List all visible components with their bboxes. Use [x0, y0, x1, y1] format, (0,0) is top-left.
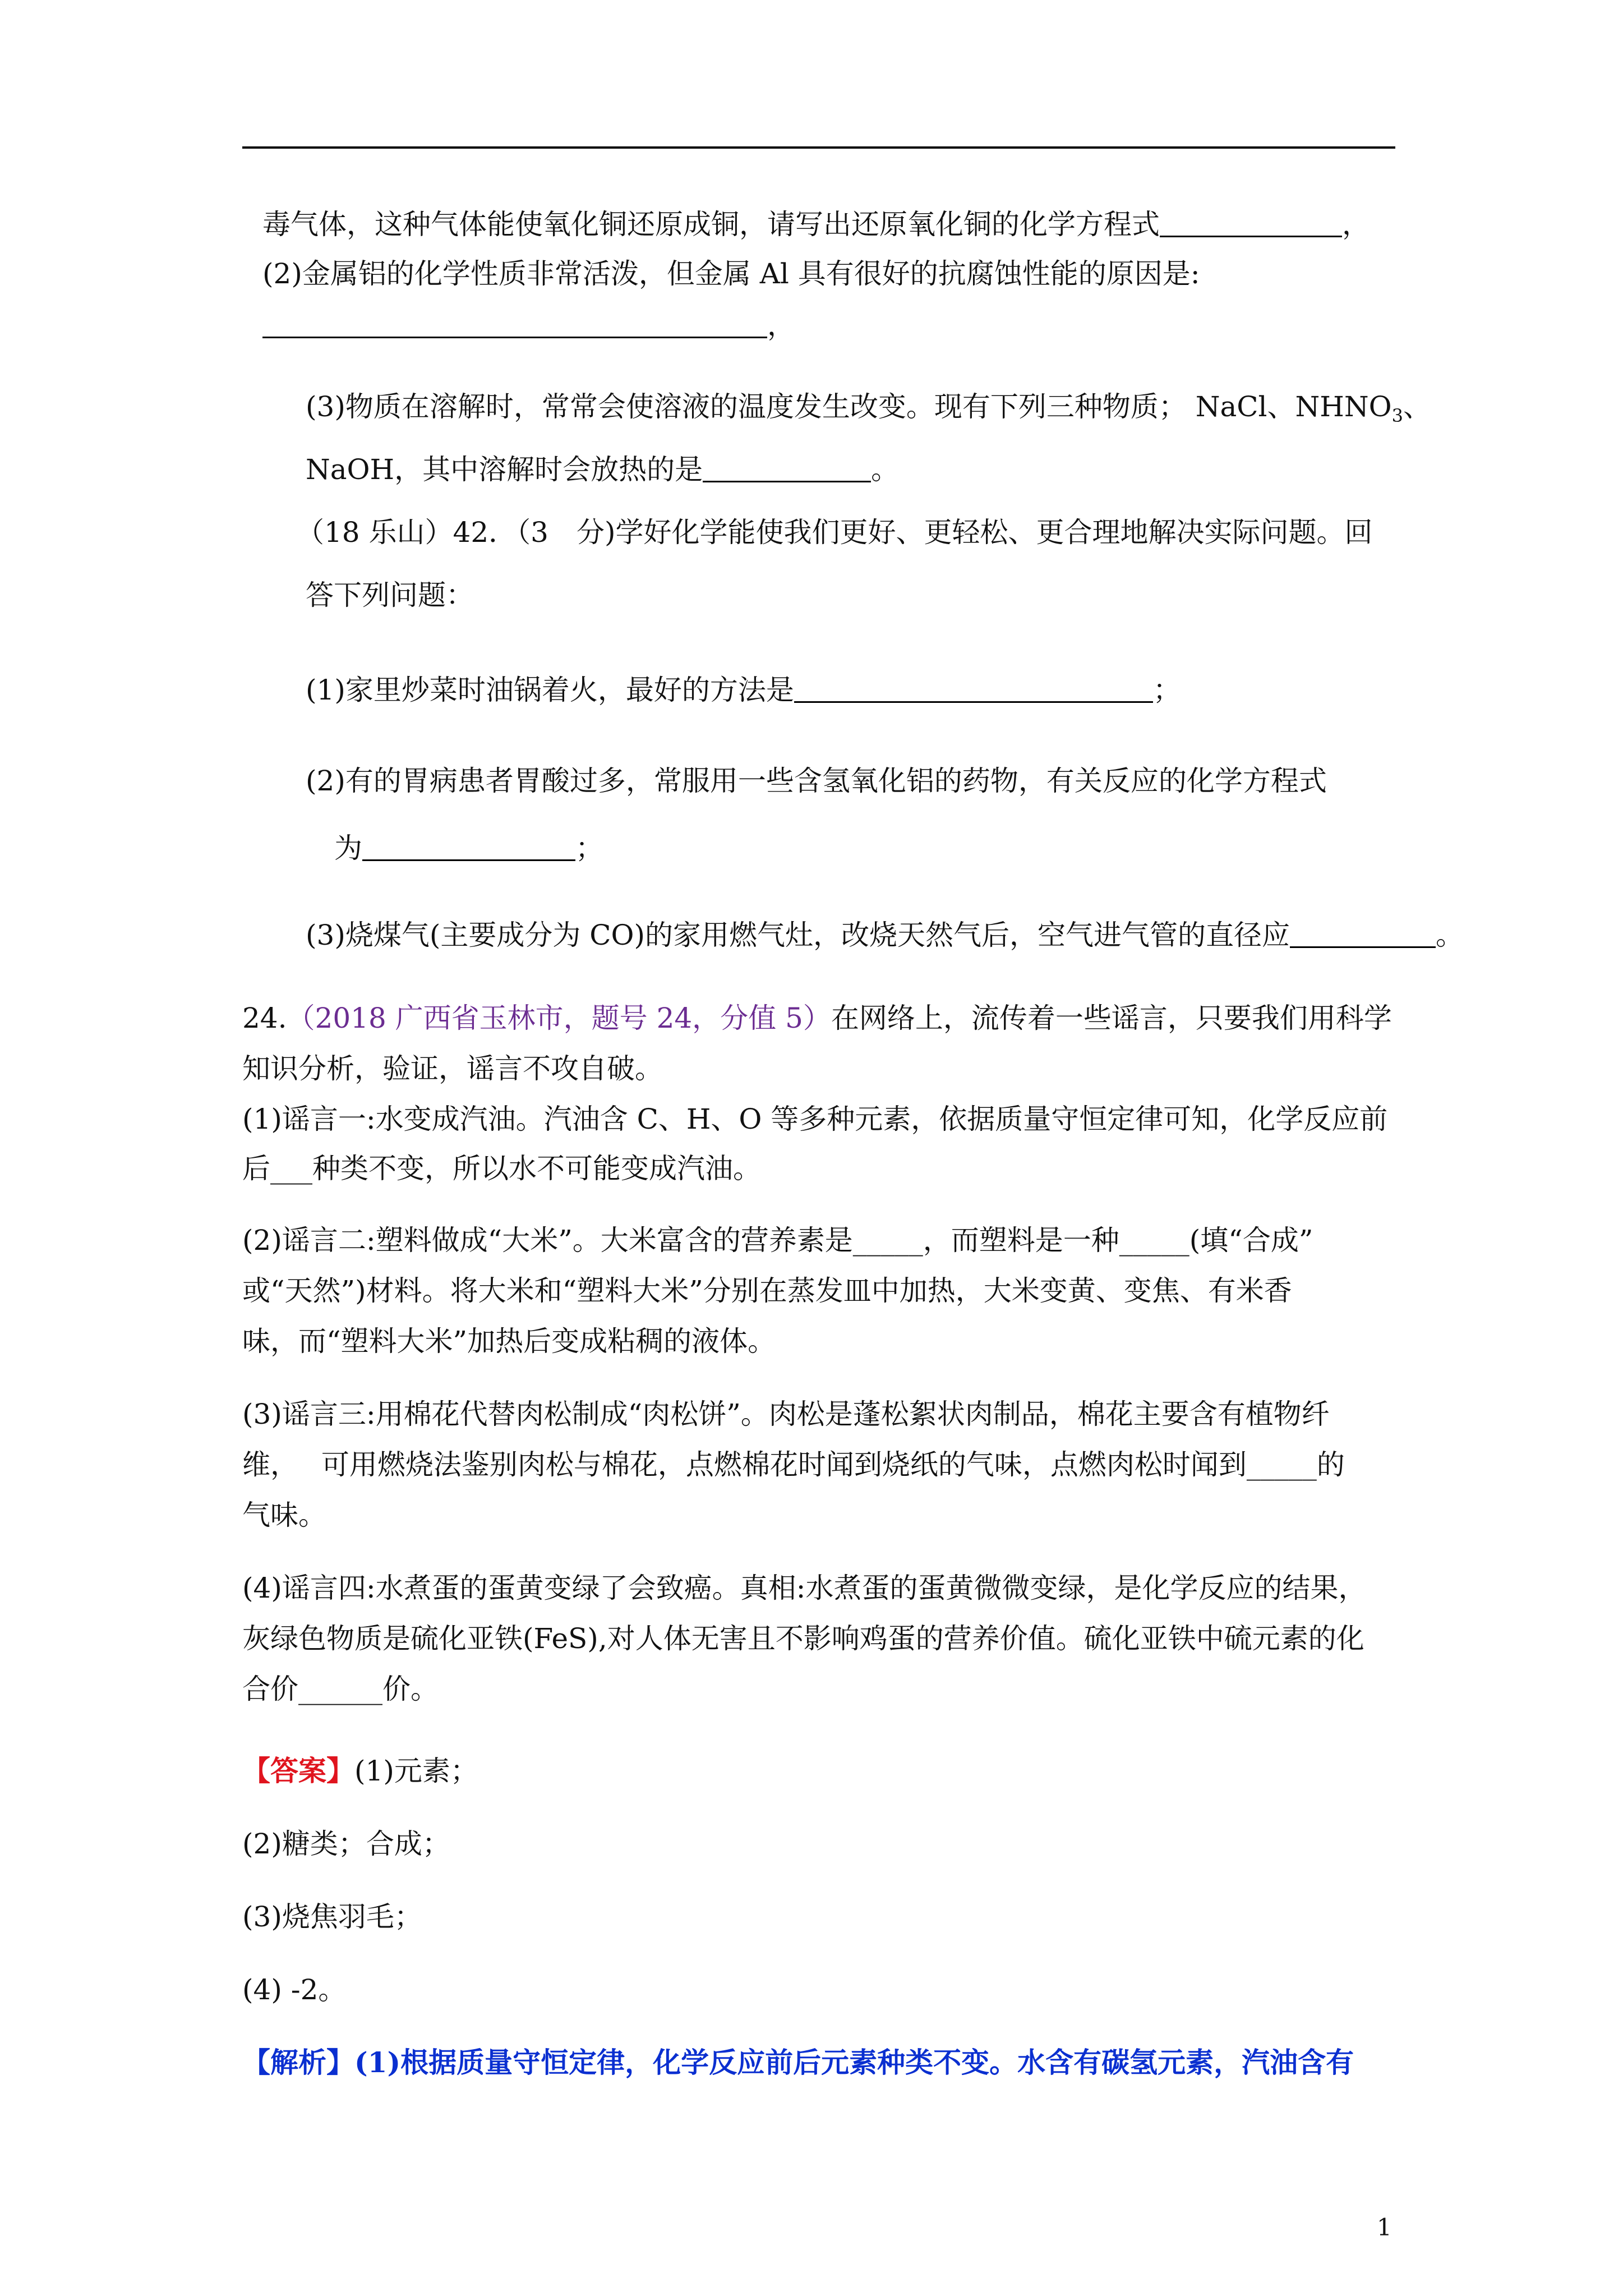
text-line: (2)金属铝的化学性质非常活泼，但金属 Al 具有很好的抗腐蚀性能的原因是:	[262, 257, 1200, 290]
text-line: (1)家里炒菜时油锅着火，最好的方法是 ；	[306, 674, 1181, 706]
analysis-line: 【解析】(1)根据质量守恒定律，化学反应前后元素种类不变。水含有碳氢元素，汽油含有	[242, 2046, 1354, 2079]
text-line: 维， 可用燃烧法鉴别肉松与棉花，点燃棉花时闻到烧纸的气味，点燃肉松时闻到_____的	[242, 1448, 1345, 1481]
text-line: (2)谣言二:塑料做成“大米”。大米富含的营养素是_____，而塑料是一种_____(填“合成”	[242, 1224, 1313, 1257]
question-source: （2018 广西省玉林市，题号 24，分值 5）	[287, 1002, 831, 1034]
text-line: 后___种类不变，所以水不可能变成汽油。	[242, 1152, 761, 1185]
text-line: 合价______价。	[242, 1673, 439, 1705]
answer-blank[interactable]	[703, 480, 871, 482]
text-line: 或“天然”)材料。将大米和“塑料大米”分别在蒸发皿中加热，大米变黄、变焦、有米香	[242, 1274, 1292, 1307]
text-line: NaOH，其中溶解时会放热的是 。	[306, 453, 900, 486]
text-line: 灰绿色物质是硫化亚铁(FeS),对人体无害且不影响鸡蛋的营养价值。硫化亚铁中硫元素的化	[242, 1622, 1364, 1655]
text-line: (1)谣言一:水变成汽油。汽油含 C、H、O 等多种元素，依据质量守恒定律可知，化学反应前	[242, 1103, 1388, 1135]
answer-line: (2)糖类；合成；	[242, 1828, 450, 1860]
text-line: ，	[262, 311, 795, 339]
text-line: 答下列问题：	[306, 579, 474, 611]
text-line: (3)物质在溶解时，常常会使溶液的温度发生改变。现有下列三种物质； NaCl、$NHNO_3$、	[306, 390, 1431, 426]
answer-blank[interactable]	[794, 701, 1153, 703]
text-line: (4)谣言四:水煮蛋的蛋黄变绿了会致癌。真相:水煮蛋的蛋黄微微变绿，是化学反应的结果，	[242, 1572, 1367, 1604]
header-rule	[242, 146, 1395, 149]
question-header: （18 乐山）42．（3 分)学好化学能使我们更好、更轻松、更合理地解决实际问题。回	[296, 516, 1373, 549]
answer-blank[interactable]	[362, 859, 575, 861]
text-line: (2)有的胃病患者胃酸过多，常服用一些含氢氧化铝的药物，有关反应的化学方程式	[306, 765, 1327, 797]
text-line: (3)烧煤气(主要成分为 CO)的家用燃气灶，改烧天然气后，空气进气管的直径应 。	[306, 919, 1464, 951]
text-line: (3)谣言三:用棉花代替肉松制成“肉松饼”。肉松是蓬松絮状肉制品，棉花主要含有植物纤	[242, 1398, 1330, 1430]
answer-blank[interactable]	[262, 336, 767, 338]
answer-line: (4) -2。	[242, 1973, 347, 2006]
answer-line: (3)烧焦羽毛；	[242, 1901, 422, 1933]
text-line: 气味。	[242, 1499, 326, 1531]
page-number: 1	[1377, 2214, 1392, 2241]
text-line: 为 ；	[334, 832, 603, 864]
answer-blank[interactable]	[1290, 946, 1436, 948]
analysis-label: 【解析】	[242, 2046, 354, 2079]
question-24-header: 24.（2018 广西省玉林市，题号 24，分值 5）在网络上，流传着一些谣言，只要我们用科学	[242, 1002, 1392, 1034]
answer-label: 【答案】	[242, 1754, 354, 1787]
answer-line: 【答案】(1)元素；	[242, 1754, 478, 1787]
answer-blank[interactable]	[1160, 235, 1342, 237]
text-line: 味，而“塑料大米”加热后变成粘稠的液体。	[242, 1325, 776, 1358]
text-line: 毒气体，这种气体能使氧化铜还原成铜，请写出还原氧化铜的化学方程式 ，	[262, 208, 1370, 241]
text-line: 知识分析，验证，谣言不攻自破。	[242, 1052, 663, 1085]
